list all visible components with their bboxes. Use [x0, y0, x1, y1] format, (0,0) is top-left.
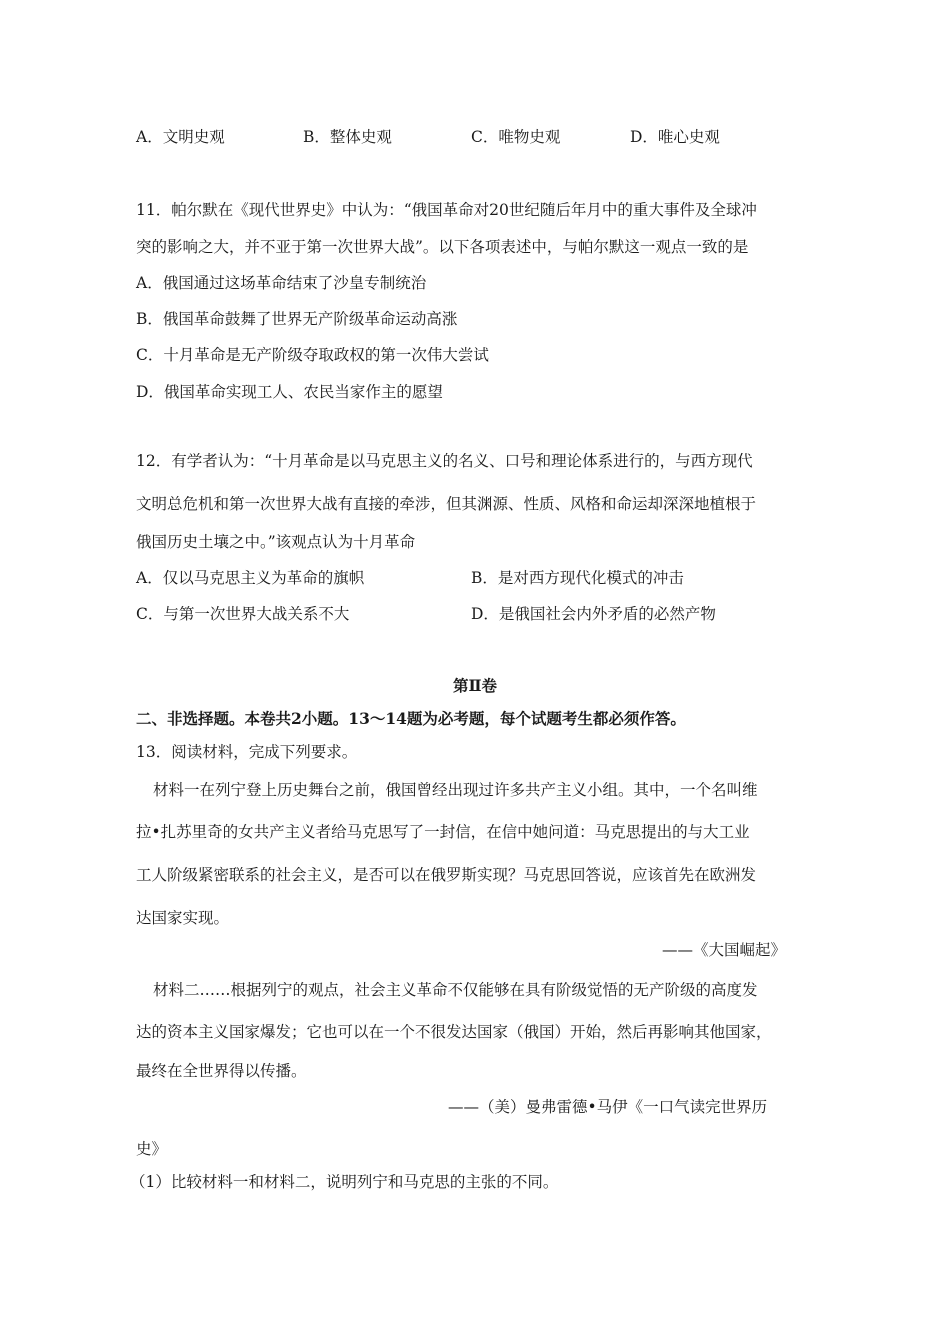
- q11-option-d: D．俄国革命实现工人、农民当家作主的愿望: [136, 383, 443, 401]
- q12-stem-line3: 俄国历史土壤之中。”该观点认为十月革命: [136, 533, 416, 551]
- q10-option-a: A．文明史观: [136, 128, 225, 146]
- q10-option-c: C．唯物史观: [471, 128, 561, 146]
- q13-material2-source-line1: ——（美）曼弗雷德•马伊《一口气读完世界历: [448, 1098, 768, 1116]
- q13-stem: 13．阅读材料，完成下列要求。: [136, 743, 358, 761]
- section2-heading: 二、非选择题。本卷共2小题。13～14题为必考题，每个试题考生都必须作答。: [136, 709, 686, 728]
- q13-material1-line1: 材料一在列宁登上历史舞台之前，俄国曾经出现过许多共产主义小组。其中，一个名叫维: [153, 781, 758, 799]
- q13-sub-question-1: （1）比较材料一和材料二，说明列宁和马克思的主张的不同。: [130, 1173, 559, 1191]
- q10-options: [0, 127, 950, 147]
- q12-option-c: C．与第一次世界大战关系不大: [136, 605, 350, 623]
- q13-material2-line1: 材料二……根据列宁的观点，社会主义革命不仅能够在具有阶级觉悟的无产阶级的高度发: [153, 981, 758, 999]
- q13-material1-source: ——《大国崛起》: [662, 941, 787, 959]
- q13-material1-line4: 达国家实现。: [136, 909, 230, 927]
- q11-stem-line2: 突的影响之大，并不亚于第一次世界大战”。以下各项表述中，与帕尔默这一观点一致的是: [136, 238, 749, 256]
- q13-material2-line3: 最终在全世界得以传播。: [136, 1062, 307, 1080]
- q12-options-row1: [0, 568, 950, 588]
- q12-stem-line1: 12．有学者认为：“十月革命是以马克思主义的名义、口号和理论体系进行的，与西方现代: [136, 452, 753, 470]
- q12-option-a: A．仅以马克思主义为革命的旗帜: [136, 569, 365, 587]
- q13-material2-line2: 达的资本主义国家爆发；它也可以在一个不很发达国家（俄国）开始，然后再影响其他国家，: [136, 1023, 772, 1041]
- q12-options-row2: [0, 604, 950, 624]
- q12-stem-line2: 文明总危机和第一次世界大战有直接的牵涉，但其渊源、性质、风格和命运却深深地植根于: [136, 495, 757, 513]
- q11-option-c: C．十月革命是无产阶级夺取政权的第一次伟大尝试: [136, 346, 489, 364]
- q13-material1-line2: 拉•扎苏里奇的女共产主义者给马克思写了一封信，在信中她问道：马克思提出的与大工业: [136, 823, 750, 841]
- q11-option-a: A．俄国通过这场革命结束了沙皇专制统治: [136, 274, 427, 292]
- q11-stem-line1: 11．帕尔默在《现代世界史》中认为：“俄国革命对20世纪随后年月中的重大事件及全球冲: [136, 201, 757, 219]
- q12-option-d: D．是俄国社会内外矛盾的必然产物: [471, 605, 716, 623]
- q13-material1-line3: 工人阶级紧密联系的社会主义，是否可以在俄罗斯实现？马克思回答说，应该首先在欧洲发: [136, 866, 757, 884]
- q13-material2-source-line2: 史》: [136, 1140, 168, 1158]
- q10-option-d: D．唯心史观: [630, 128, 720, 146]
- q12-option-b: B．是对西方现代化模式的冲击: [471, 569, 684, 587]
- q11-option-b: B．俄国革命鼓舞了世界无产阶级革命运动高涨: [136, 310, 458, 328]
- section2-title: 第Ⅱ卷: [452, 676, 498, 695]
- q10-option-b: B．整体史观: [303, 128, 392, 146]
